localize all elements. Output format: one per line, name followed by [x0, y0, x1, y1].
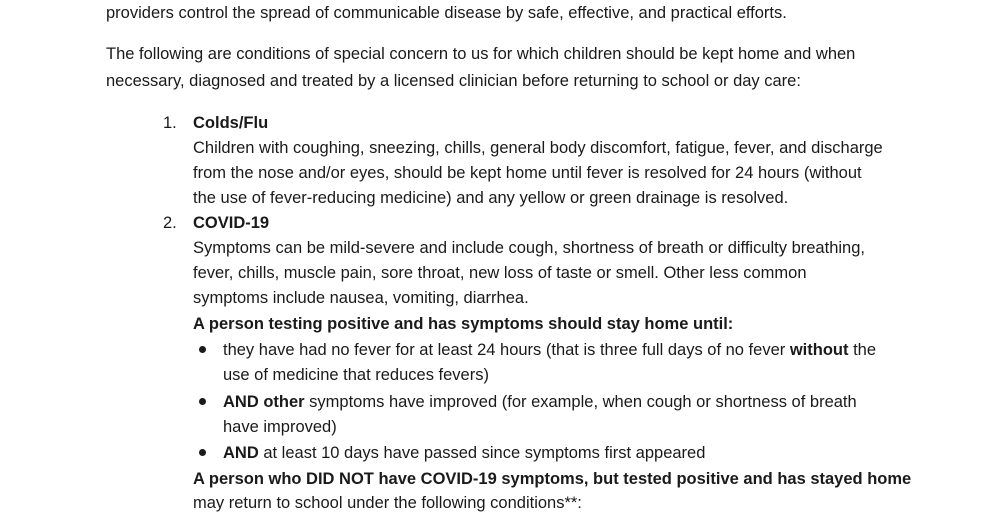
bullet-3-icon	[199, 449, 206, 456]
bullet-1-line-1	[223, 340, 876, 360]
item-2-subheading: A person testing positive and has symptoms should stay home until:	[193, 315, 734, 333]
item-2-body-line-1: Symptoms can be mild-severe and include cough, shortness of breath or difficulty breathing,	[193, 239, 865, 257]
item-1-body-line-2: from the nose and/or eyes, should be kept home until fever is resolved for 24 hours (without	[193, 164, 862, 182]
item-2-title: COVID-19	[193, 214, 270, 232]
intro-paragraph-line-2: necessary, diagnosed and treated by a licensed clinician before returning to school or day care:	[106, 72, 801, 90]
bullet-2-line-2: have improved)	[223, 418, 337, 436]
item-1-number: 1.	[163, 114, 177, 132]
bullet-3-line-1	[223, 443, 705, 463]
item-2-subheading-2-line-1: A person who DID NOT have COVID-19 symptoms, but tested positive and has stayed home	[193, 470, 912, 488]
bullet-3-text-bold: AND	[223, 444, 259, 462]
item-1-title: Colds/Flu	[193, 114, 269, 132]
bullet-2-icon	[199, 398, 206, 405]
item-2-subheading-2-line-2: may return to school under the following conditions**:	[193, 494, 582, 512]
bullet-1-line-2: use of medicine that reduces fevers)	[223, 366, 489, 384]
item-1-body-line-3: the use of fever-reducing medicine) and any yellow or green drainage is resolved.	[193, 189, 789, 207]
bullet-1-text-bold: without	[789, 341, 849, 359]
intro-paragraph-line-1: The following are conditions of special concern to us for which children should be kept home and when	[106, 45, 856, 63]
item-2-body-line-2: fever, chills, muscle pain, sore throat, new loss of taste or smell. Other less common	[193, 264, 807, 282]
bullet-2-line-1	[223, 392, 857, 412]
intro-top-line: providers control the spread of communicable disease by safe, effective, and practical efforts.	[106, 4, 787, 22]
bullet-1-text-post: the	[848, 341, 877, 359]
bullet-2-text-post: symptoms have improved (for example, when cough or shortness of breath	[304, 393, 857, 411]
bullet-1-text-pre: they have had no fever for at least 24 hours (that is three full days of no fever	[223, 341, 790, 359]
bullet-1-icon	[199, 346, 206, 353]
bullet-3-text-post: at least 10 days have passed since symptoms first appeared	[258, 444, 706, 462]
item-2-number: 2.	[163, 214, 177, 232]
item-2-body-line-3: symptoms include nausea, vomiting, diarrhea.	[193, 289, 529, 307]
item-1-body-line-1: Children with coughing, sneezing, chills, general body discomfort, fatigue, fever, and discharge	[193, 139, 883, 157]
bullet-2-text-bold: AND other	[223, 393, 305, 411]
